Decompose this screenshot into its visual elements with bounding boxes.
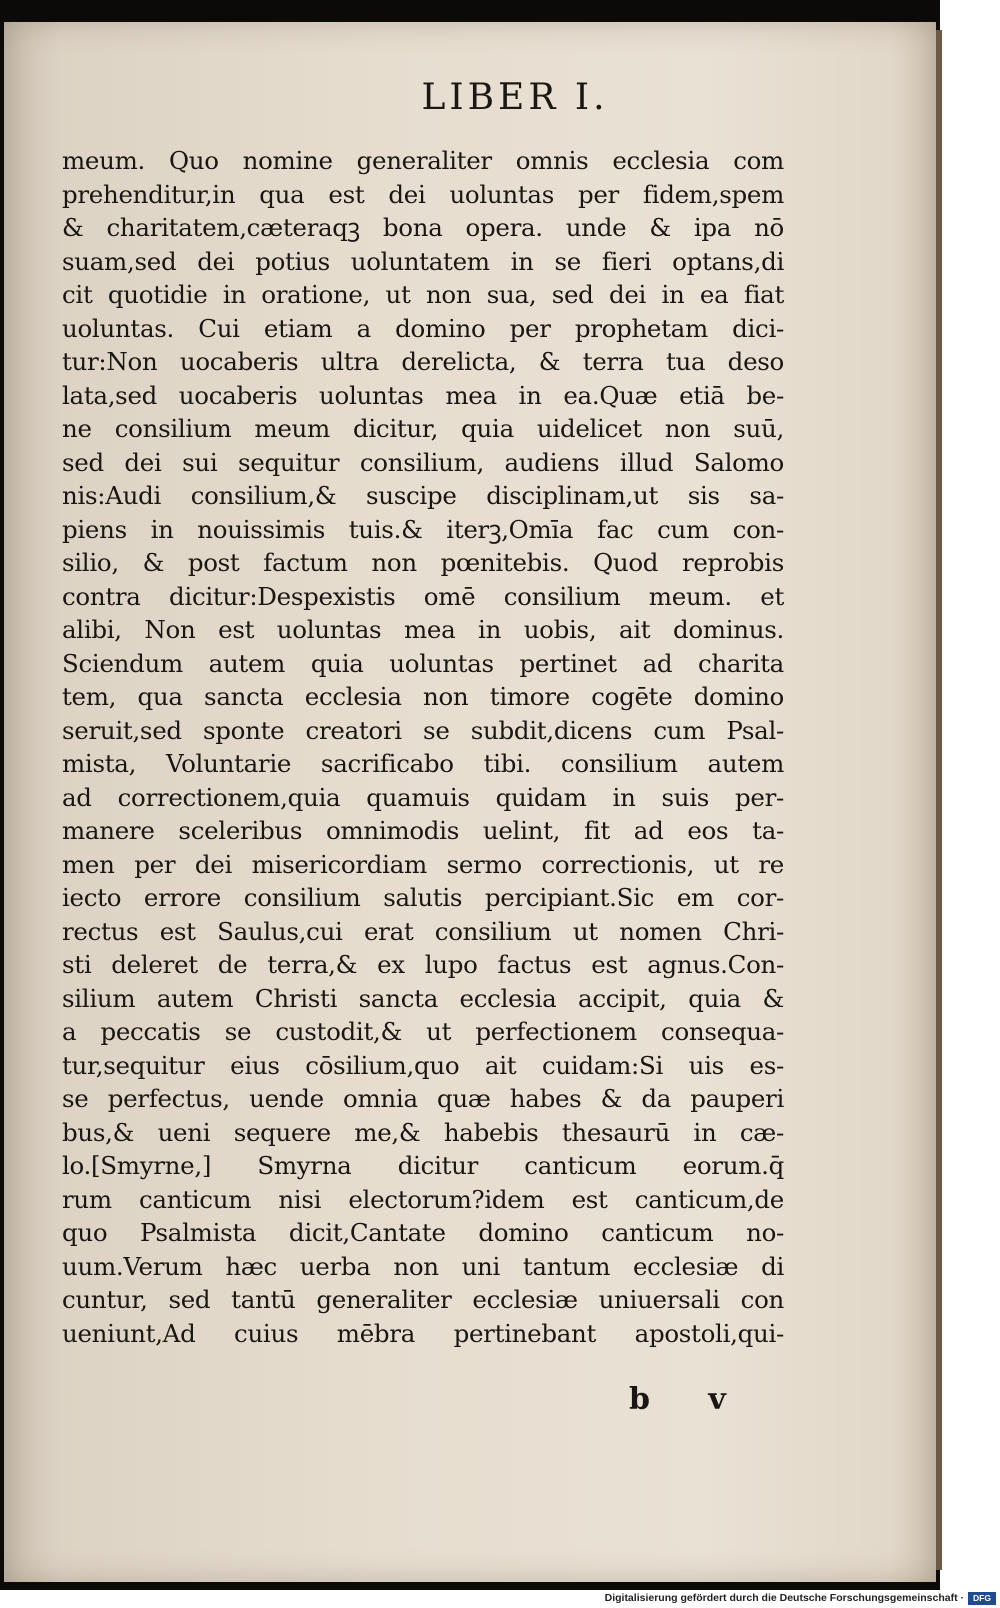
text-line: nis:Audi consilium,& suscipe disciplinam,ut sis sa-: [62, 481, 784, 510]
text-line: uoluntas. Cui etiam a domino per prophetam dici-: [62, 313, 784, 343]
text-line: alibi, Non est uoluntas mea in uobis, ait dominus.: [62, 615, 784, 644]
text-line: seruit,sed sponte creatori se subdit,dicens cum Psal-: [62, 715, 784, 745]
text-line: ad correctionem,quia quamuis quidam in suis per-: [62, 782, 784, 812]
text-line: iecto errore consilium salutis percipiant.Sic em cor-: [62, 883, 784, 912]
text-line: tur,sequitur eius cōsilium,quo ait cuidam:Si uis es-: [62, 1050, 784, 1080]
text-line: meum. Quo nomine generaliter omnis ecclesia com: [62, 146, 784, 175]
text-line: uum.Verum hæc uerba non uni tantum ecclesiæ di: [62, 1251, 784, 1281]
text-line: Sciendum autem quia uoluntas pertinet ad charita: [62, 648, 784, 678]
text-line: tur:Non uocaberis ultra derelicta, & terra tua deso: [62, 347, 784, 376]
text-block: [62, 144, 784, 1350]
book-page: [4, 22, 936, 1582]
text-line: mista, Voluntarie sacrificabo tibi. consilium autem: [62, 749, 784, 778]
text-line: cit quotidie in oratione, ut non sua, sed dei in ea fiat: [62, 280, 784, 309]
funding-credit: Digitalisierung gefördert durch die Deutsche Forschungsgemeinschaft ·: [604, 1592, 964, 1604]
text-line: manere sceleribus omnimodis uelint, fit ad eos ta-: [62, 816, 784, 845]
text-line: rectus est Saulus,cui erat consilium ut nomen Chri-: [62, 916, 784, 946]
text-line: tem, qua sancta ecclesia non timore cogēte domino: [62, 682, 784, 711]
text-line: sti deleret de terra,& ex lupo factus est agnus.Con-: [62, 950, 784, 979]
text-line: suam,sed dei potius uoluntatem in se fieri optans,di: [62, 246, 784, 276]
running-head: LIBER I.: [421, 77, 609, 118]
text-line: piens in nouissimis tuis.& iterꝫ,Omīa fac cum con-: [62, 514, 784, 544]
text-line: men per dei misericordiam sermo correctionis, ut re: [62, 849, 784, 879]
text-line: lo.[Smyrne,] Smyrna dicitur canticum eorum.q̄: [62, 1151, 784, 1180]
text-line: prehenditur,in qua est dei uoluntas per fidem,spem: [62, 179, 784, 209]
dfg-logo: DFG: [968, 1592, 996, 1605]
text-line: a peccatis se custodit,& ut perfectionem consequa-: [62, 1017, 784, 1046]
text-line: ueniunt,Ad cuius mēbra pertinebant apostoli,qui-: [62, 1318, 784, 1348]
text-line: rum canticum nisi electorum?idem est canticum,de: [62, 1184, 784, 1214]
text-line: silio, & post factum non pœnitebis. Quod reprobis: [62, 548, 784, 577]
text-line: quo Psalmista dicit,Cantate domino canticum no-: [62, 1218, 784, 1247]
text-line: lata,sed uocaberis uoluntas mea in ea.Quæ etiā be-: [62, 380, 784, 410]
text-line: contra dicitur:Despexistis omē consilium meum. et: [62, 581, 784, 611]
text-line: sed dei sui sequitur consilium, audiens illud Salomo: [62, 447, 784, 477]
text-line: ne consilium meum dicitur, quia uidelicet non suū,: [62, 414, 784, 443]
signature-mark: b v: [629, 1382, 750, 1417]
text-line: se perfectus, uende omnia quæ habes & da pauperi: [62, 1084, 784, 1113]
text-line: & charitatem,cæteraqꝫ bona opera. unde & ipa nō: [62, 213, 784, 242]
text-line: silium autem Christi sancta ecclesia accipit, quia &: [62, 983, 784, 1013]
text-line: cuntur, sed tantū generaliter ecclesiæ uniuersali con: [62, 1285, 784, 1314]
text-line: bus,& ueni sequere me,& habebis thesaurū in cæ-: [62, 1117, 784, 1147]
